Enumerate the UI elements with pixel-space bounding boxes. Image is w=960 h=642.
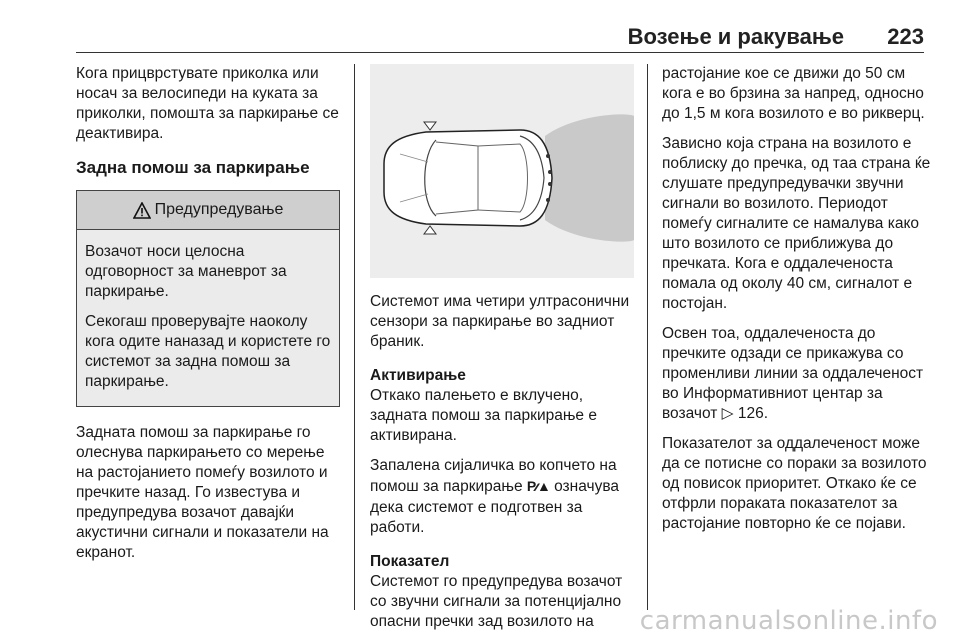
- intro-paragraph: Кога прицврстувате приколка или носач за велосипеди на куката за приколки, помошта за паркирање се деактивира.: [76, 65, 339, 142]
- column-middle: [370, 64, 632, 642]
- warning-body: [77, 230, 339, 406]
- lamp-text: означува дека системот е подготвен за работи.: [370, 478, 620, 536]
- page-number: 223: [887, 24, 924, 49]
- watermark: carmanualsonline.info: [639, 606, 938, 636]
- car-top-view-icon: [370, 64, 634, 278]
- body-paragraph: растојание кое се движи до 50 см кога е во брзина за напред, односно до 1,5 м кога возилото е во рикверц.: [662, 65, 925, 122]
- warning-text: Секогаш проверувајте наоколу кога одите наназад и користете го системот за задна помош за паркирање.: [85, 313, 331, 390]
- body-paragraph: Системот го предупредува возачот со звучни сигнали за потенцијално опасни пречки зад возилото на: [370, 573, 623, 630]
- subheading-indicator: Показател: [370, 553, 450, 570]
- warning-triangle-icon: [133, 202, 151, 219]
- warning-text: Возачот носи целосна одговорност за маневрот за паркирање.: [85, 243, 287, 300]
- parking-assist-icon: P⁄⁄▲: [526, 478, 550, 494]
- warning-title: Предупредување: [154, 201, 284, 218]
- body-paragraph: Откако палењето е вклучено, задната помош за паркирање е активирана.: [370, 387, 597, 444]
- warning-box: [76, 190, 340, 407]
- warning-header: [77, 191, 339, 230]
- section-heading: Задна помош за паркирање: [76, 158, 310, 177]
- triangle-reference-icon: ▷: [721, 405, 734, 422]
- column-left: [76, 64, 340, 573]
- body-paragraph: [370, 456, 632, 538]
- body-paragraph: Задната помош за паркирање го олеснува паркирањето со мерење на растојанието помеѓу возилото и пречките назад. Го известува и предупредува возачот давајќи акустични сигнали и показатели на екранот.: [76, 424, 329, 561]
- page-reference[interactable]: 126.: [737, 405, 769, 422]
- body-paragraph: Показателот за оддалеченост може да се потисне со пораки за возилото од повисок приоритет. Откако ќе се отфрли пораката показателот за растојание повторно ќе се појави.: [662, 435, 927, 532]
- column-divider: [647, 64, 648, 610]
- body-paragraph: Системот има четири ултрасонични сензори за паркирање во задниот браник.: [370, 293, 630, 350]
- car-sensor-illustration: [370, 64, 634, 278]
- body-text: Освен тоа, оддалеченоста до пречките одзади се прикажува со променливи линии за оддалеченост во Информативниот центар за возачот: [662, 325, 924, 422]
- body-paragraph: [662, 324, 934, 424]
- column-right: [662, 64, 934, 544]
- lamp-text: Запалена сијаличка во копчето на помош за паркирање: [370, 457, 617, 495]
- body-paragraph: Зависно која страна на возилото е поблиску до пречка, од таа страна ќе слушате предупредувачки звучни сигнали во возилото. Периодот помеѓу сигналите се намалува како што возилото се приближува до пречката. Кога е оддалеченоста помала од околу 40 см, сигналот е постојан.: [662, 135, 931, 312]
- subheading-activation: Активирање: [370, 367, 466, 384]
- column-divider: [354, 64, 355, 610]
- section-title: Возење и ракување: [627, 24, 844, 49]
- page-header: [76, 24, 924, 53]
